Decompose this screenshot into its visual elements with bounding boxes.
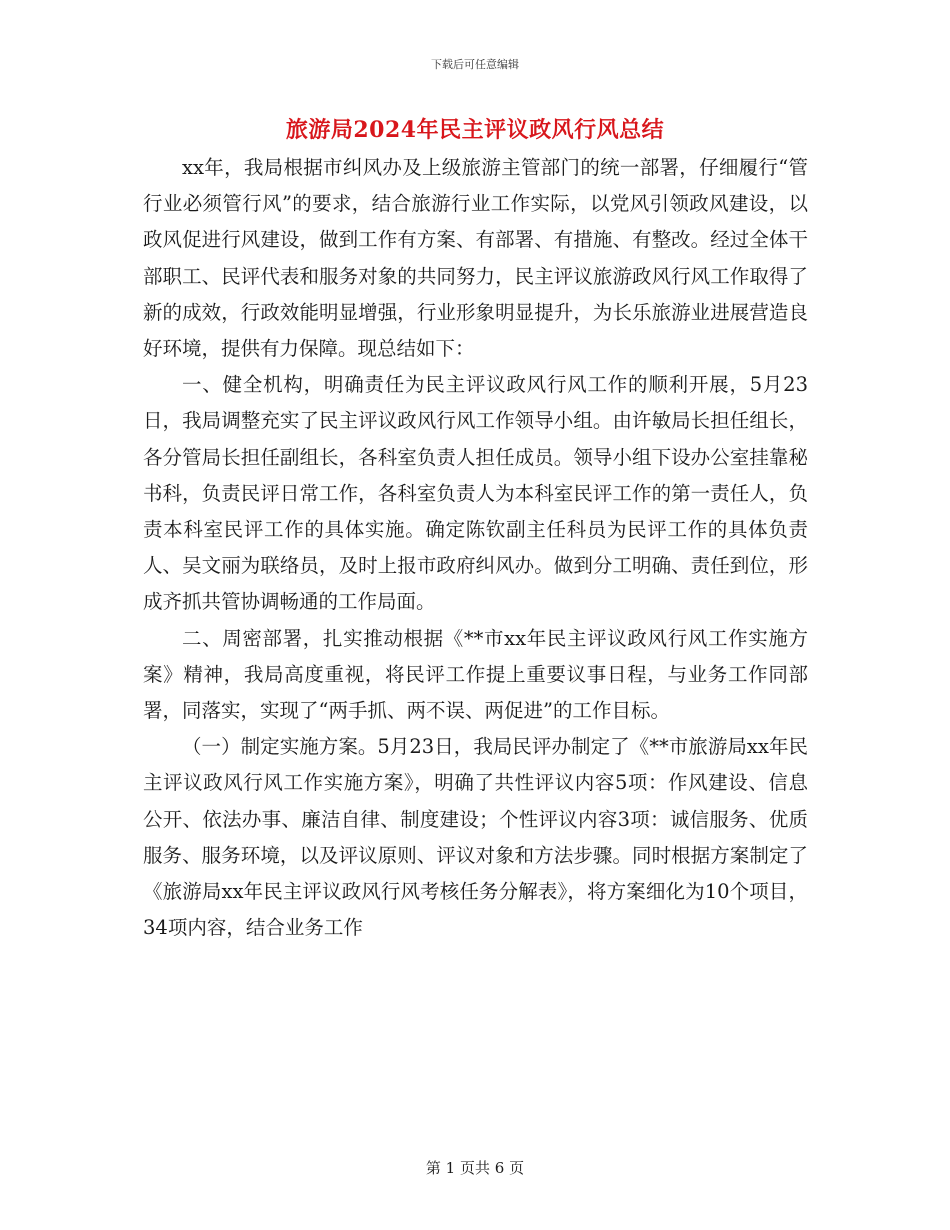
paragraph-intro: xx年，我局根据市纠风办及上级旅游主管部门的统一部署，仔细履行“管行业必须管行风”的要求，结合旅游行业工作实际，以党风引领政风建设，以政风促进行风建设，做到工作有方案、有部署、有措施、有整改。经过全体干部职工、民评代表和服务对象的共同努力，民主评议旅游政风行风工作取得了新的成效，行政效能明显增强，行业形象明显提升，为长乐旅游业进展营造良好环境，提供有力保障。现总结如下： [143,156,808,361]
paragraph-section-1: 一、健全机构，明确责任为民主评议政风行风工作的顺利开展，5月23日，我局调整充实了民主评议政风行风工作领导小组。由许敏局长担任组长，各分管局长担任副组长，各科室负责人担任成员。领导小组下设办公室挂靠秘书科，负责民评日常工作，各科室负责人为本科室民评工作的第一责任人，负责本科室民评工作的具体实施。确定陈钦副主任科员为民评工作的具体负责人、吴文丽为联络员，及时上报市政府纠风办。做到分工明确、责任到位，形成齐抓共管协调畅通的工作局面。 [143,373,808,614]
paragraph-section-2: 二、周密部署，扎实推动根据《**市xx年民主评议政风行风工作实施方案》精神，我局高度重视，将民评工作提上重要议事日程，与业务工作同部署，同落实，实现了“两手抓、两不误、两促进”的工作目标。 [143,626,808,723]
page-number: 第 1 页共 6 页 [425,1159,525,1177]
document-body [143,150,808,946]
header-note: 下载后可任意编辑 [431,58,519,71]
document-title: 旅游局2024年民主评议政风行风总结 [285,117,665,143]
paragraph-subsection-1: （一）制定实施方案。5月23日，我局民评办制定了《**市旅游局xx年民主评议政风行风工作实施方案》，明确了共性评议内容5项：作风建设、信息公开、依法办事、廉洁自律、制度建设；个性评议内容3项：诚信服务、优质服务、服务环境，以及评议原则、评议对象和方法步骤。同时根据方案制定了《旅游局xx年民主评议政风行风考核任务分解表》，将方案细化为10个项目，34项内容，结合业务工作 [143,735,808,940]
